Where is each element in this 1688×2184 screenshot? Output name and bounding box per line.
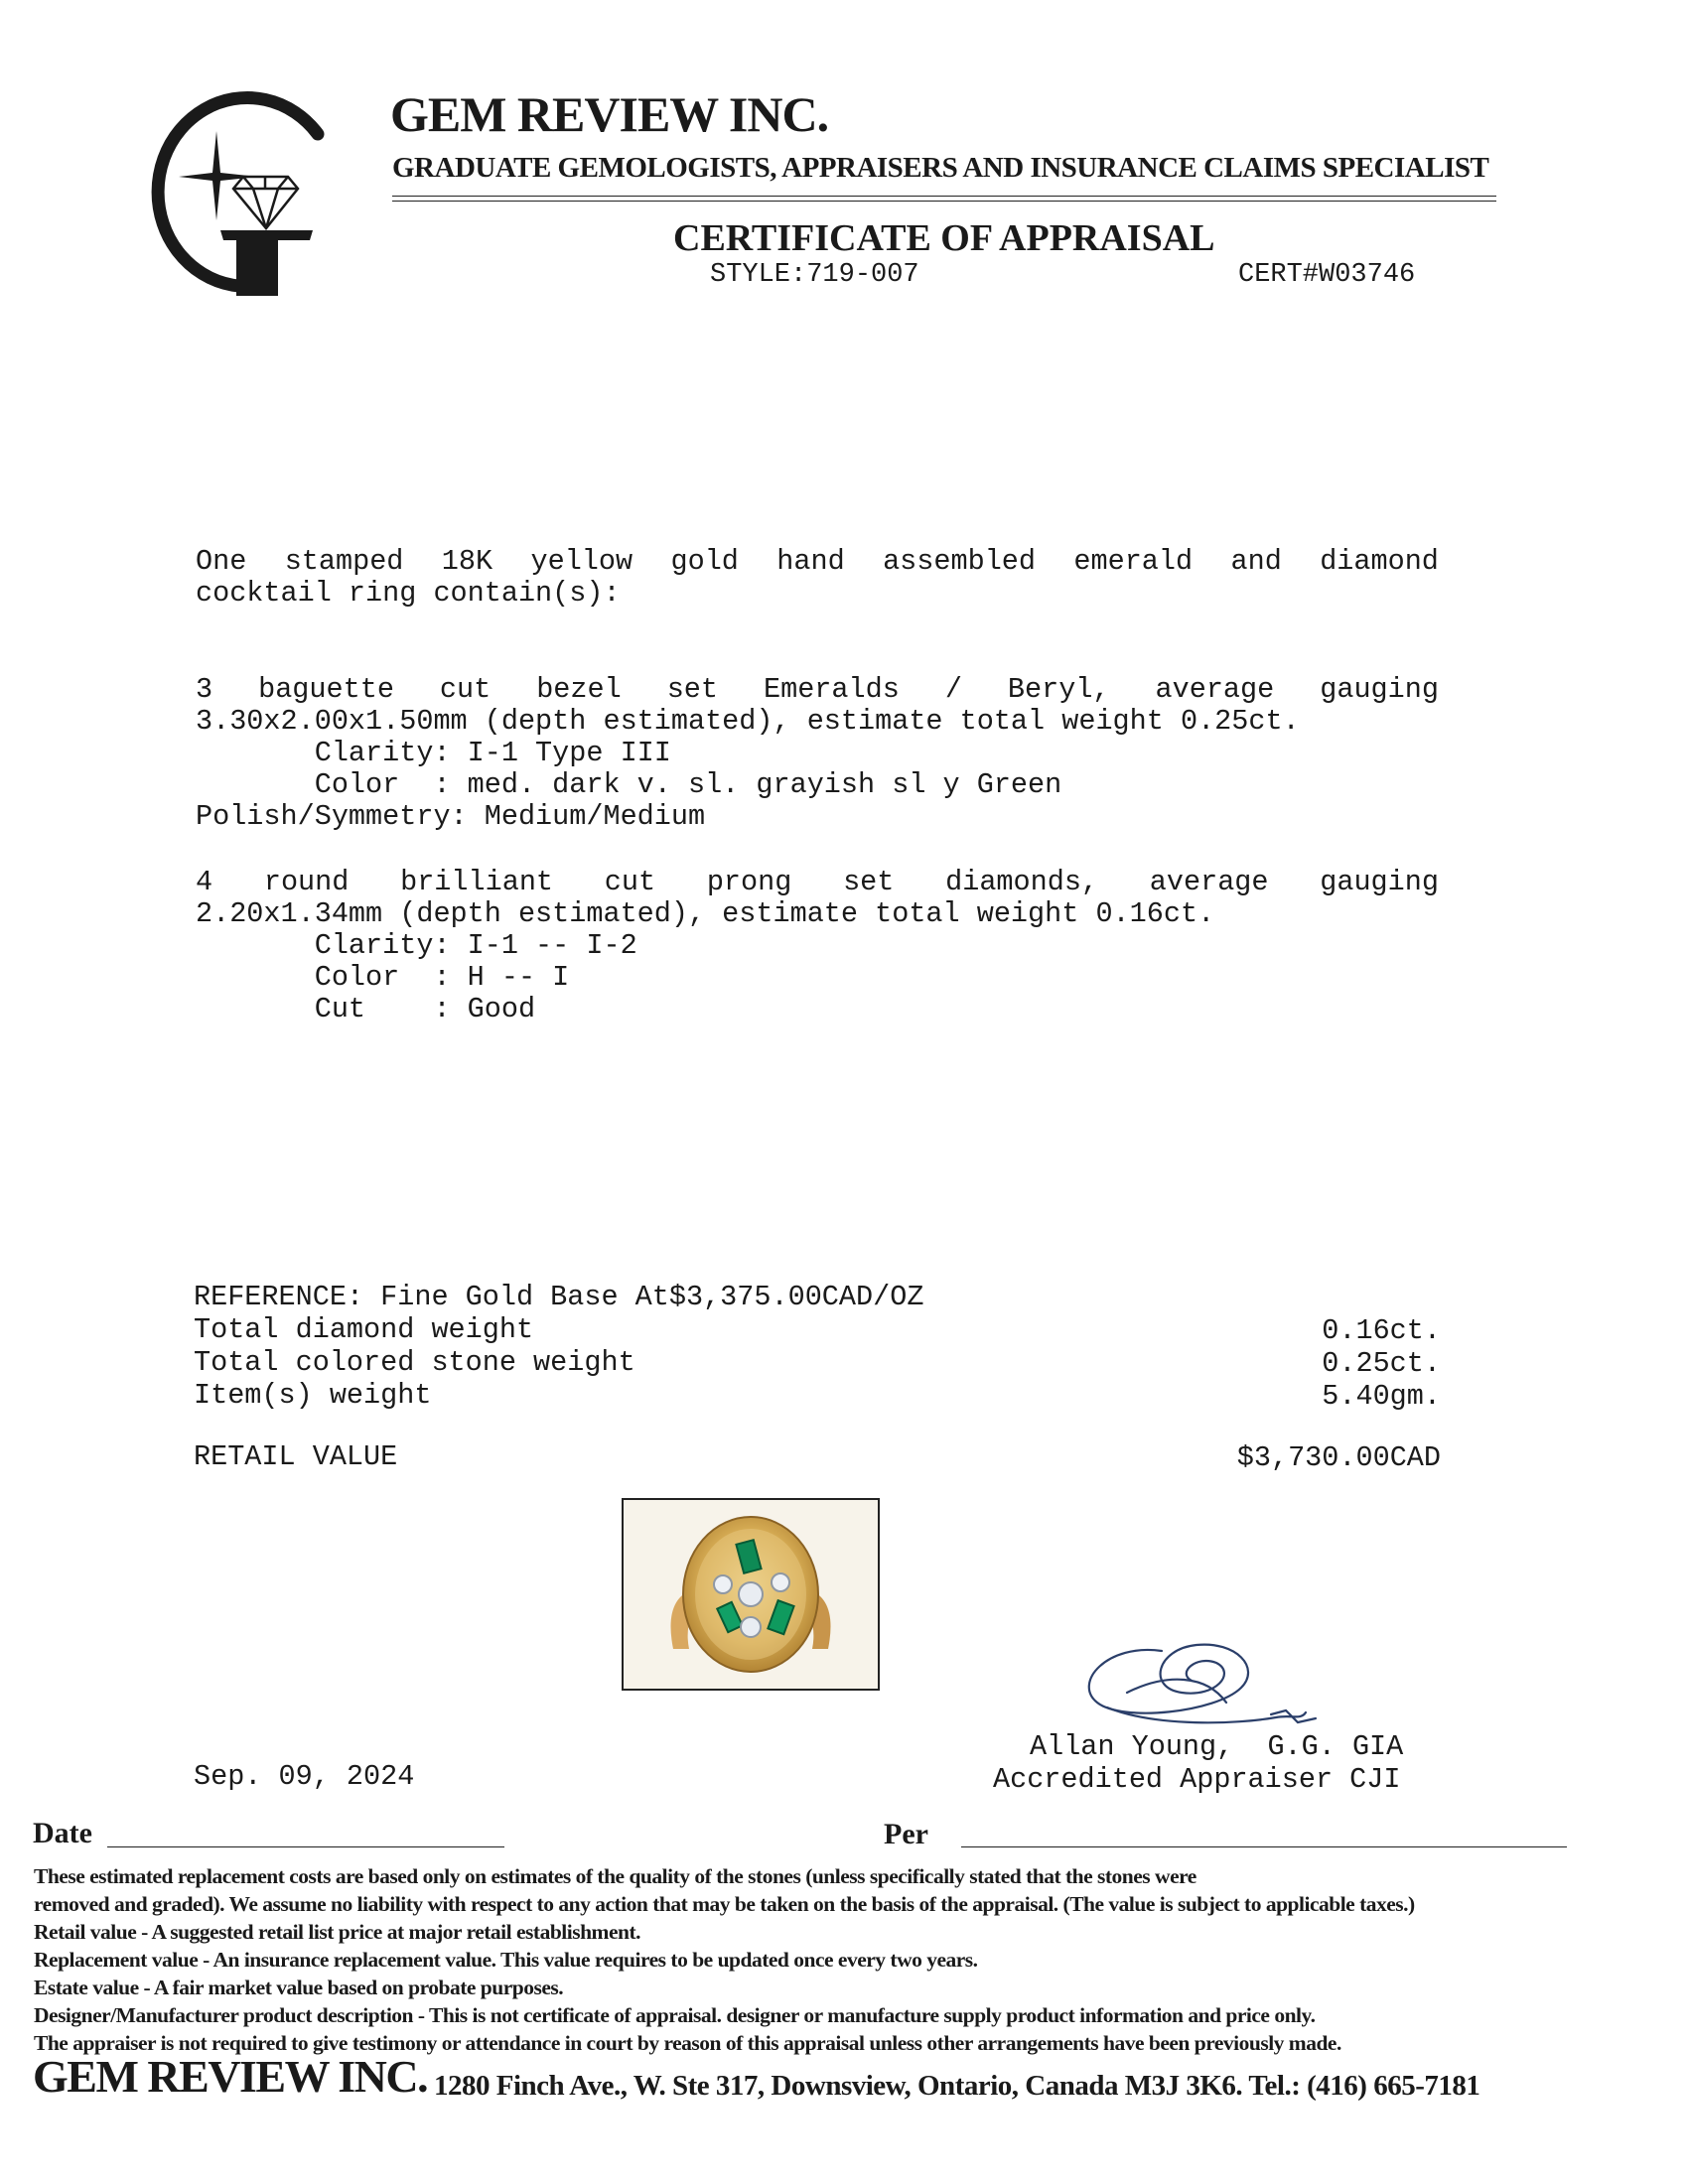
emerald-line-1: 3 baguette cut bezel set Emeralds / Beryl, average gauging: [196, 673, 1439, 706]
disclaimer-line: Retail value - A suggested retail list price at major retail establishment.: [34, 1920, 640, 1944]
description-line-1: One stamped 18K yellow gold hand assembled emerald and diamond: [196, 545, 1439, 578]
disclaimer-line: Estate value - A fair market value based on probate purposes.: [34, 1976, 564, 1999]
footer-company-name: GEM REVIEW INC.: [33, 2051, 428, 2102]
diamond-line-1: 4 round brilliant cut prong set diamonds, average gauging: [196, 866, 1439, 898]
appraiser-title: Accredited Appraiser CJI: [993, 1763, 1401, 1796]
total-diamond-weight-label: Total diamond weight: [194, 1313, 534, 1346]
company-tagline: GRADUATE GEMOLOGISTS, APPRAISERS AND INSURANCE CLAIMS SPECIALIST: [392, 152, 1489, 184]
diamond-clarity: Clarity: I-1 -- I-2: [196, 929, 637, 962]
company-name: GEM REVIEW INC.: [390, 86, 829, 142]
emerald-polish-symmetry: Polish/Symmetry: Medium/Medium: [196, 800, 706, 833]
emerald-clarity: Clarity: I-1 Type III: [196, 737, 671, 769]
certificate-number: CERT#W03746: [1238, 260, 1416, 290]
footer-address: 1280 Finch Ave., W. Ste 317, Downsview, Ontario, Canada M3J 3K6. Tel.: (416) 665-7181: [434, 2070, 1480, 2102]
header-divider: [392, 196, 1496, 197]
diamond-line-2: 2.20x1.34mm (depth estimated), estimate total weight 0.16ct.: [196, 897, 1215, 930]
retail-value-amount: $3,730.00CAD: [1236, 1441, 1441, 1474]
style-number: STYLE:719-007: [710, 260, 919, 290]
appraiser-name: Allan Young, G.G. GIA: [1030, 1730, 1404, 1763]
emerald-line-2: 3.30x2.00x1.50mm (depth estimated), estimate total weight 0.25ct.: [196, 705, 1300, 738]
disclaimer-line: These estimated replacement costs are based only on estimates of the quality of the stones (unless specifically stated that the stones were: [34, 1864, 1196, 1888]
date-label: Date: [33, 1817, 92, 1849]
total-colored-stone-weight-value: 0.25ct.: [1322, 1347, 1441, 1380]
disclaimer-line: Replacement value - An insurance replacement value. This value requires to be updated once every two years.: [34, 1948, 978, 1972]
item-weight-label: Item(s) weight: [194, 1379, 432, 1412]
total-colored-stone-weight-label: Total colored stone weight: [194, 1346, 635, 1379]
description-line-2: cocktail ring contain(s):: [196, 577, 621, 610]
header-divider: [392, 201, 1496, 202]
appraiser-signature: [1067, 1633, 1365, 1742]
certificate-title: CERTIFICATE OF APPRAISAL: [673, 217, 1215, 259]
per-label: Per: [884, 1818, 928, 1850]
disclaimer-line: removed and graded). We assume no liability with respect to any action that may be taken on the basis of the appraisal. (The value is subject to applicable taxes.): [34, 1892, 1415, 1916]
disclaimer-line: Designer/Manufacturer product description - This is not certificate of appraisal. designer or manufacture supply product information and price only.: [34, 2003, 1316, 2027]
appraisal-date: Sep. 09, 2024: [194, 1760, 415, 1793]
date-signature-line: [107, 1846, 504, 1847]
retail-value-label: RETAIL VALUE: [194, 1440, 398, 1473]
emerald-color: Color : med. dark v. sl. grayish sl y Green: [196, 768, 1062, 801]
per-signature-line: [961, 1846, 1567, 1847]
ring-photo: [622, 1498, 880, 1691]
company-logo: [139, 89, 328, 298]
disclaimer-line: The appraiser is not required to give testimony or attendance in court by reason of this appraisal unless other arrangements have been previously made.: [34, 2031, 1341, 2055]
item-weight-value: 5.40gm.: [1322, 1380, 1441, 1413]
total-diamond-weight-value: 0.16ct.: [1322, 1314, 1441, 1347]
diamond-color: Color : H -- I: [196, 961, 570, 994]
gold-reference: REFERENCE: Fine Gold Base At$3,375.00CAD/OZ: [194, 1281, 924, 1313]
diamond-cut: Cut : Good: [196, 993, 536, 1025]
